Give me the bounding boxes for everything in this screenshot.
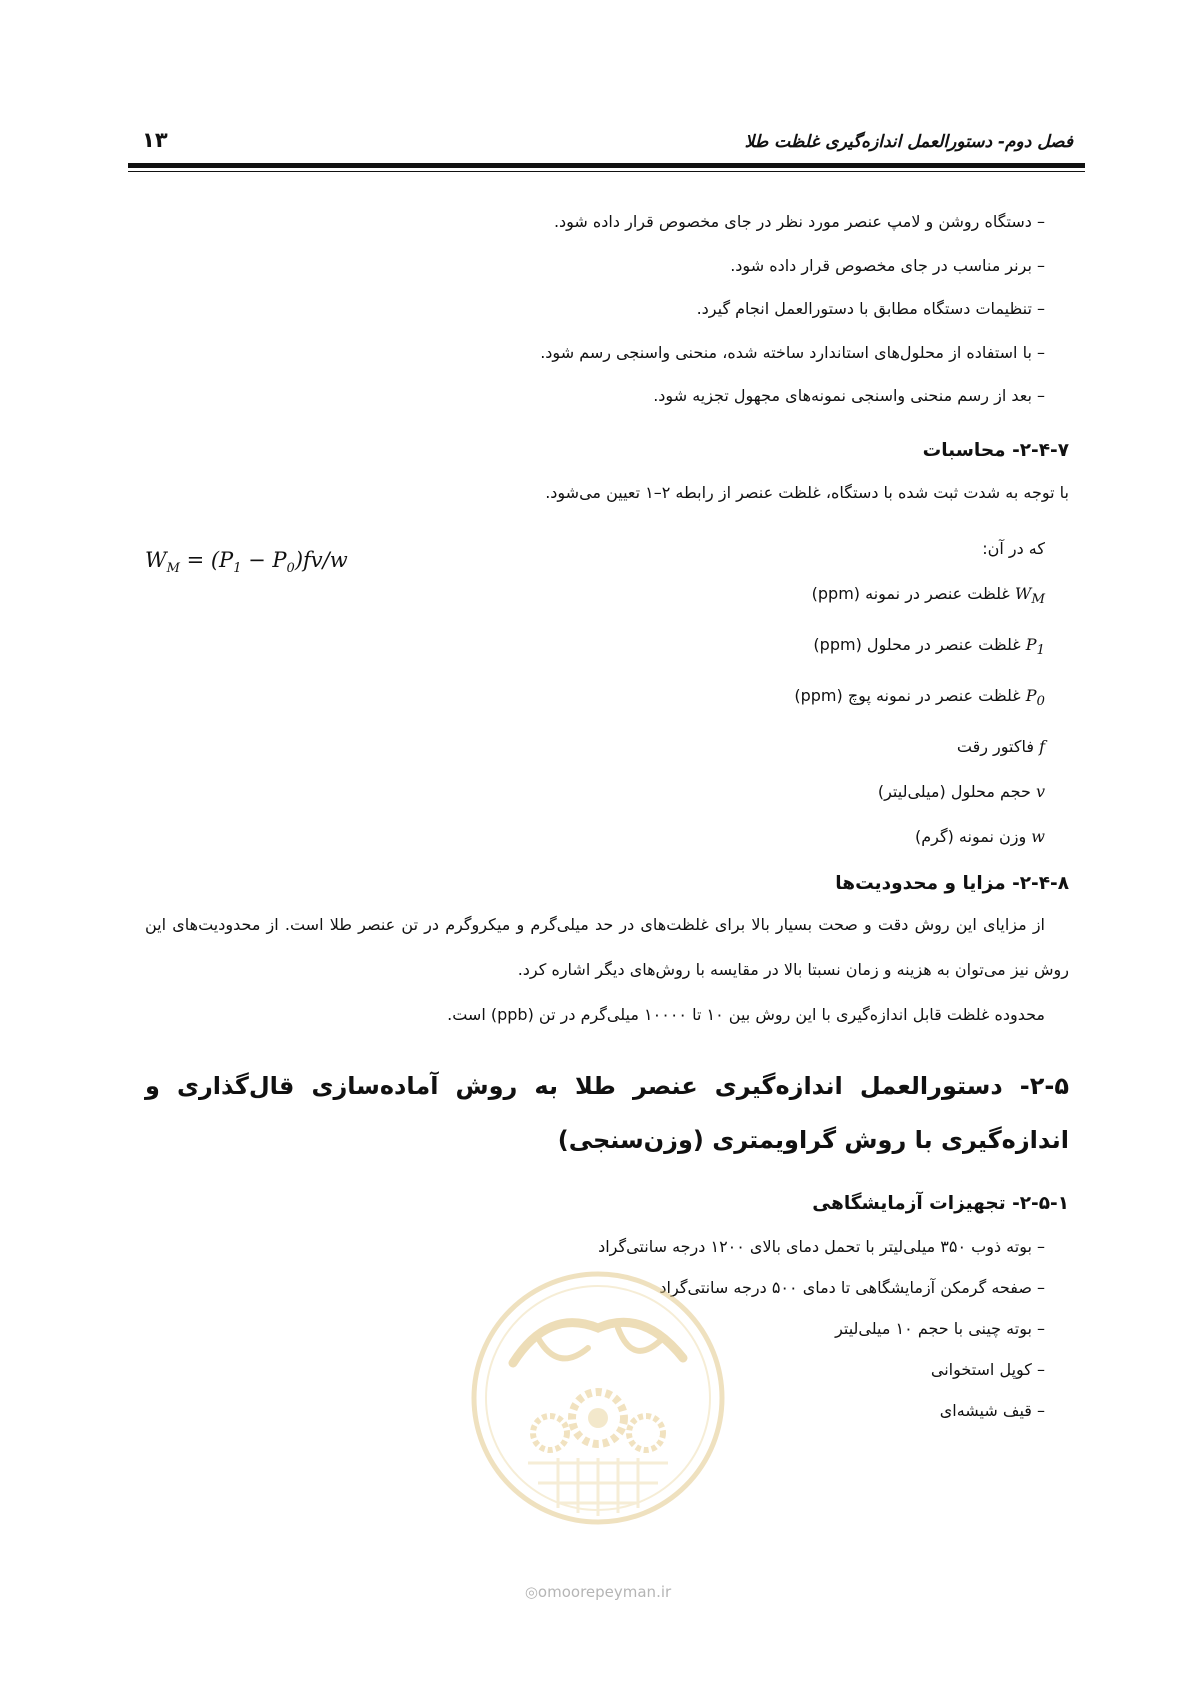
- def-symbol: W: [1014, 583, 1032, 603]
- definition-item: [145, 571, 1045, 622]
- def-symbol: P: [1025, 685, 1037, 705]
- step-item: – برنر مناسب در جای مخصوص قرار داده شود.: [730, 255, 1045, 275]
- def-text: وزن نمونه (گرم): [915, 827, 1032, 847]
- where-label: که در آن:: [982, 538, 1045, 558]
- advantages-heading: ۲-۴-۸- مزایا و محدودیت‌ها: [835, 873, 1069, 895]
- watermark-site: ◎omoorepeyman.ir: [524, 1583, 672, 1601]
- definition-list: [145, 526, 1069, 860]
- def-subscript: 1: [1036, 642, 1045, 658]
- step-item: – دستگاه روشن و لامپ عنصر مورد نظر در جای مخصوص قرار داده شود.: [553, 212, 1045, 231]
- formula-lhs-sub: M: [166, 561, 180, 577]
- header-rule-thick: [128, 163, 1085, 168]
- step-item: – بعد از رسم منحنی واسنجی نمونه‌های مجهول تجزیه شود.: [653, 386, 1045, 405]
- step-item: – تنظیمات دستگاه مطابق با دستورالعمل انجام گیرد.: [696, 299, 1045, 318]
- def-symbol: v: [1035, 782, 1045, 802]
- definition-item: [145, 673, 1045, 724]
- chapter-title: فصل دوم- دستورالعمل اندازه‌گیری غلظت طلا: [744, 132, 1073, 152]
- def-text: غلظت عنصر در محلول (ppm): [813, 634, 1026, 654]
- definition-item: [145, 724, 1045, 769]
- equipment-item: – صفحه گرمکن آزمایشگاهی تا دمای ۵۰۰ درجه سانتی‌گراد: [659, 1278, 1045, 1298]
- formula-rhs-sub2: 0: [286, 561, 295, 577]
- page-number: ۱۳: [142, 128, 168, 152]
- equipment-item: – بوته ذوب ۳۵۰ میلی‌لیتر با تحمل دمای بالای ۱۲۰۰ درجه سانتی‌گراد: [598, 1237, 1045, 1257]
- calc-intro: با توجه به شدت ثبت شده با دستگاه، غلظت عنصر از رابطه ۲–۱ تعیین می‌شود.: [545, 482, 1069, 502]
- def-symbol: P: [1025, 634, 1037, 654]
- calc-heading: ۲-۴-۷- محاسبات: [922, 439, 1069, 461]
- advantages-paragraph: از مزایای این روش دقت و صحت بسیار بالا برای غلظت‌های در حد میلی‌گرم و میکروگرم در تن عنصر طلا است. از محدودیت‌های این روش نیز می‌توان به هزینه و زمان نسبتا بالا در مقایسه با روش‌های دیگر اشاره کرد.: [145, 915, 1069, 980]
- def-symbol: f: [1039, 737, 1045, 757]
- range-paragraph: محدوده غلظت قابل اندازه‌گیری با این روش بین ۱۰ تا ۱۰۰۰۰ میلی‌گرم در تن (ppb) است.: [447, 1005, 1045, 1025]
- watermark-site-text: omoorepeyman.ir: [537, 1583, 672, 1601]
- formula-rhs-2: − P: [241, 548, 287, 572]
- procedure-steps: [145, 200, 1069, 418]
- definition-item: [145, 814, 1045, 859]
- def-text: فاکتور رقت: [956, 737, 1040, 757]
- formula-lhs: W: [145, 548, 167, 572]
- formula-rhs-sub1: 1: [233, 561, 242, 577]
- equipment-item: – قیف شیشه‌ای: [939, 1401, 1045, 1421]
- def-text: غلظت عنصر در نمونه (ppm): [811, 583, 1015, 603]
- section-5-heading: ۲-۵- دستورالعمل اندازه‌گیری عنصر طلا به روش آماده‌سازی قال‌گذاری و اندازه‌گیری با روش گراویمتری (وزن‌سنجی): [145, 1072, 1069, 1155]
- def-subscript: M: [1031, 591, 1045, 607]
- step-item: – با استفاده از محلول‌های استاندارد ساخته شده، منحنی واسنجی رسم شود.: [540, 342, 1045, 362]
- def-symbol: w: [1031, 827, 1045, 847]
- equipment-heading: ۲-۵-۱- تجهیزات آزمایشگاهی: [812, 1193, 1069, 1215]
- definition-item: [145, 769, 1045, 814]
- header-rule-thin: [128, 171, 1085, 172]
- equipment-item: – کوپل استخوانی: [930, 1360, 1045, 1380]
- definition-item: [145, 622, 1045, 673]
- formula-rhs-1: = (P: [179, 548, 234, 572]
- def-subscript: 0: [1036, 694, 1045, 710]
- equipment-item: – بوته چینی با حجم ۱۰ میلی‌لیتر: [835, 1319, 1045, 1339]
- def-text: حجم محلول (میلی‌لیتر): [877, 782, 1036, 802]
- watermark-logo: [468, 1268, 728, 1528]
- def-text: غلظت عنصر در نمونه پوچ (ppm): [794, 685, 1026, 705]
- page-body: [145, 200, 1069, 1431]
- formula-rhs-3: )fv/w: [294, 548, 348, 572]
